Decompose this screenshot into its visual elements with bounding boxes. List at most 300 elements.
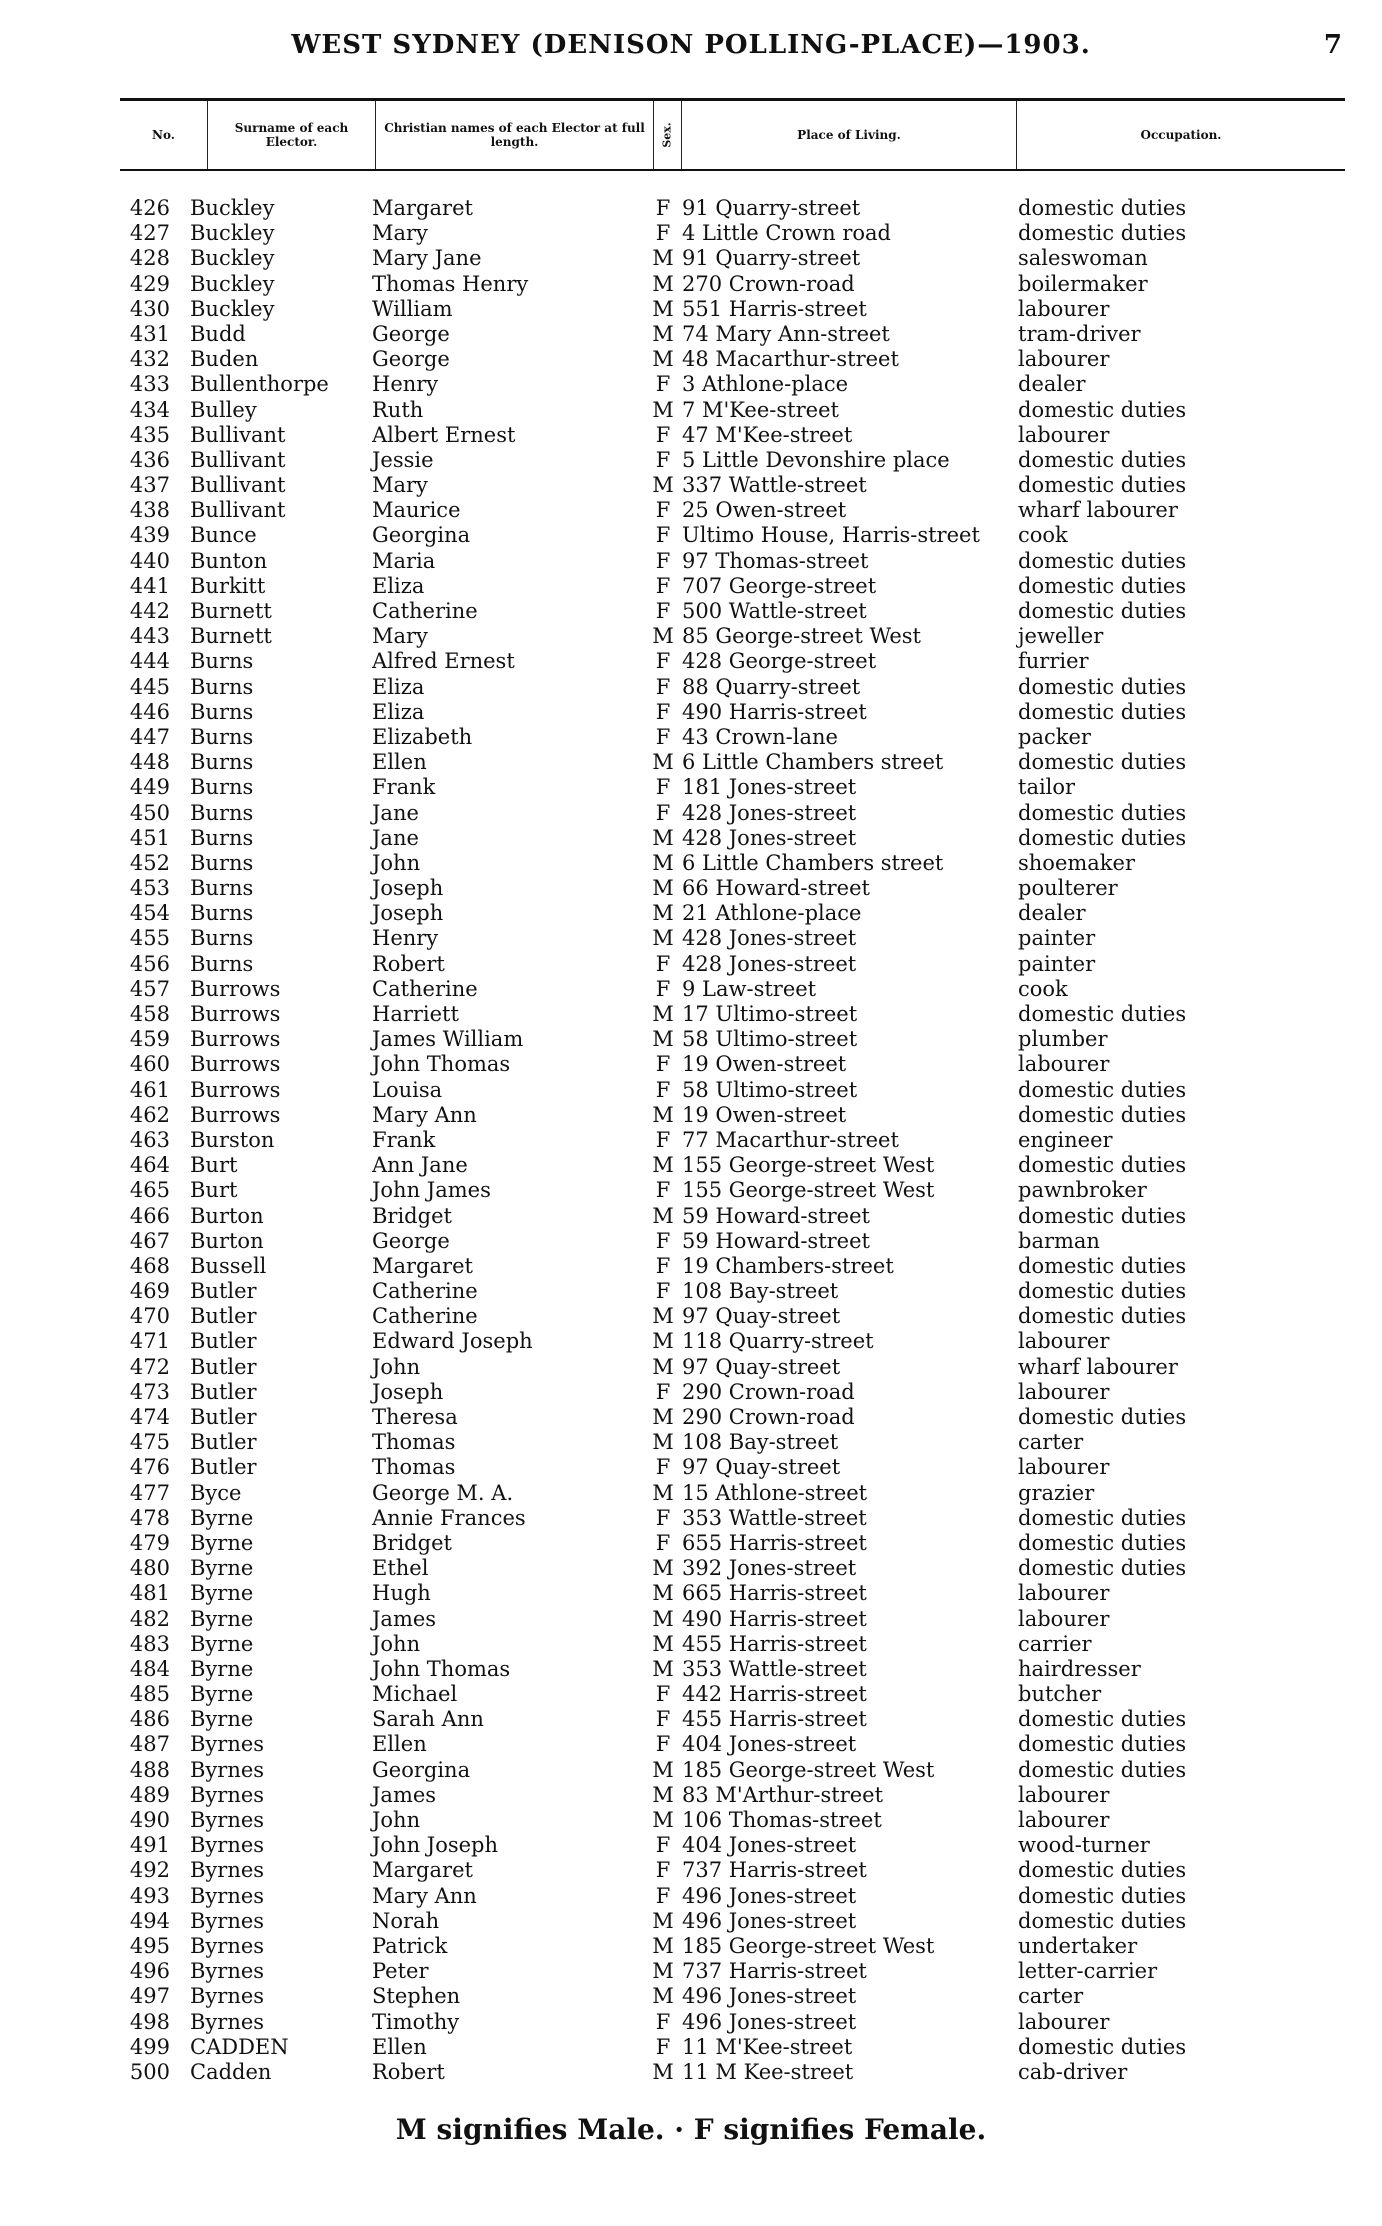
elector-sex: F [655, 1279, 671, 1304]
elector-place-of-living: 7 M'Kee-street [682, 397, 839, 422]
elector-number: 453 [129, 876, 170, 901]
table-row [0, 1607, 1382, 1632]
elector-sex: M [652, 1959, 674, 1984]
elector-occupation: labourer [1018, 1052, 1110, 1077]
elector-occupation: letter-carrier [1018, 1959, 1158, 1984]
elector-occupation: boilermaker [1018, 271, 1148, 296]
elector-christian-names: Mary Ann [372, 1102, 477, 1127]
table-row [0, 1178, 1382, 1203]
elector-number: 428 [129, 246, 170, 271]
elector-sex: M [652, 926, 674, 951]
elector-sex: M [652, 1430, 674, 1455]
elector-christian-names: Eliza [372, 674, 425, 699]
elector-christian-names: Maurice [372, 498, 461, 523]
elector-christian-names: Bridget [372, 1530, 452, 1555]
elector-number: 444 [129, 649, 170, 674]
elector-surname: Burton [190, 1203, 264, 1228]
elector-occupation: labourer [1018, 1606, 1110, 1631]
elector-number: 461 [129, 1077, 170, 1102]
elector-place-of-living: 551 Harris-street [682, 296, 867, 321]
elector-surname: Burt [190, 1178, 238, 1203]
table-row [0, 372, 1382, 397]
elector-sex: M [652, 1782, 674, 1807]
elector-christian-names: Joseph [372, 876, 444, 901]
elector-christian-names: John Thomas [372, 1656, 511, 1681]
elector-occupation: domestic duties [1018, 1732, 1187, 1757]
table-row [0, 1959, 1382, 1984]
elector-sex: M [652, 246, 674, 271]
elector-christian-names: Catherine [372, 1279, 478, 1304]
elector-occupation: domestic duties [1018, 1077, 1187, 1102]
table-row [0, 1506, 1382, 1531]
elector-surname: CADDEN [190, 2034, 289, 2059]
table-row [0, 624, 1382, 649]
elector-christian-names: Annie Frances [372, 1505, 526, 1530]
table-row [0, 498, 1382, 523]
elector-place-of-living: 290 Crown-road [682, 1405, 855, 1429]
elector-surname: Burns [190, 724, 254, 749]
elector-place-of-living: 455 Harris-street [682, 1707, 867, 1732]
elector-number: 457 [129, 976, 170, 1001]
elector-surname: Burston [190, 1127, 275, 1152]
elector-occupation: labourer [1018, 1379, 1110, 1404]
elector-christian-names: Joseph [372, 1379, 444, 1404]
elector-christian-names: James William [372, 1027, 524, 1052]
elector-number: 435 [129, 422, 170, 447]
elector-occupation: domestic duties [1018, 1002, 1187, 1026]
elector-surname: Byrnes [190, 1933, 265, 1958]
elector-surname: Byrne [190, 1656, 254, 1681]
elector-sex: M [652, 624, 674, 649]
elector-place-of-living: 83 M'Arthur-street [682, 1782, 884, 1807]
elector-christian-names: John James [372, 1178, 491, 1203]
elector-number: 479 [129, 1530, 170, 1555]
elector-place-of-living: 428 Jones-street [682, 800, 857, 825]
elector-christian-names: Thomas [372, 1430, 456, 1455]
elector-occupation: tailor [1018, 775, 1076, 800]
elector-sex: F [655, 1858, 671, 1883]
elector-occupation: hairdresser [1018, 1656, 1141, 1681]
elector-sex: F [655, 775, 671, 800]
elector-christian-names: Elizabeth [372, 724, 473, 749]
elector-place-of-living: 490 Harris-street [682, 699, 867, 724]
elector-occupation: undertaker [1018, 1933, 1138, 1958]
table-row [0, 322, 1382, 347]
elector-christian-names: George [372, 347, 450, 372]
elector-occupation: domestic duties [1018, 447, 1187, 472]
elector-number: 448 [129, 750, 170, 775]
elector-sex: M [652, 473, 674, 498]
elector-number: 467 [129, 1228, 170, 1253]
elector-christian-names: John Joseph [372, 1833, 499, 1858]
elector-sex: F [655, 372, 671, 397]
elector-place-of-living: 270 Crown-road [682, 271, 855, 296]
elector-christian-names: Harriett [372, 1002, 459, 1026]
table-row [0, 1103, 1382, 1128]
elector-occupation: carrier [1018, 1631, 1092, 1656]
elector-christian-names: William [372, 296, 453, 321]
elector-occupation: dealer [1018, 372, 1086, 397]
elector-occupation: labourer [1018, 1782, 1110, 1807]
elector-place-of-living: 19 Owen-street [682, 1052, 847, 1077]
table-row [0, 1858, 1382, 1883]
elector-christian-names: Georgina [372, 1757, 471, 1782]
elector-number: 436 [129, 447, 170, 472]
elector-occupation: painter [1018, 926, 1096, 951]
elector-sex: F [655, 1052, 671, 1077]
elector-place-of-living: 17 Ultimo-street [682, 1002, 858, 1026]
elector-number: 496 [129, 1959, 170, 1984]
elector-occupation: labourer [1018, 2009, 1110, 2034]
table-header [120, 98, 1345, 171]
table-row [0, 549, 1382, 574]
elector-surname: Burns [190, 876, 254, 901]
elector-number: 468 [129, 1253, 170, 1278]
elector-surname: Bunce [190, 523, 257, 548]
header-sex [654, 101, 682, 169]
elector-sex: F [655, 699, 671, 724]
elector-surname: Butler [190, 1405, 257, 1429]
elector-christian-names: Ruth [372, 397, 424, 422]
elector-christian-names: Margaret [372, 1858, 473, 1883]
elector-occupation: domestic duties [1018, 196, 1187, 220]
elector-sex: F [655, 674, 671, 699]
elector-surname: Burnett [190, 599, 272, 623]
table-row [0, 1783, 1382, 1808]
elector-christian-names: Mary Jane [372, 246, 482, 271]
elector-sex: M [652, 876, 674, 901]
table-row [0, 775, 1382, 800]
table-row [0, 926, 1382, 951]
elector-christian-names: Albert Ernest [372, 422, 516, 447]
elector-number: 498 [129, 2009, 170, 2034]
elector-number: 442 [129, 599, 170, 623]
table-row [0, 1304, 1382, 1329]
elector-number: 485 [129, 1682, 170, 1707]
elector-place-of-living: 392 Jones-street [682, 1556, 857, 1581]
elector-surname: Byrne [190, 1505, 254, 1530]
elector-christian-names: Hugh [372, 1581, 431, 1606]
elector-sex: F [655, 1379, 671, 1404]
elector-place-of-living: 6 Little Chambers street [682, 750, 944, 775]
table-row [0, 1934, 1382, 1959]
elector-number: 474 [129, 1405, 170, 1429]
elector-surname: Buckley [190, 246, 275, 271]
elector-place-of-living: Ultimo House, Harris-street [682, 523, 980, 548]
elector-place-of-living: 404 Jones-street [682, 1732, 857, 1757]
elector-christian-names: Maria [372, 548, 436, 573]
table-row [0, 876, 1382, 901]
table-row [0, 1279, 1382, 1304]
elector-surname: Byrnes [190, 1732, 265, 1757]
elector-occupation: domestic duties [1018, 825, 1187, 850]
elector-number: 497 [129, 1984, 170, 2009]
elector-occupation: domestic duties [1018, 473, 1187, 498]
elector-place-of-living: 737 Harris-street [682, 1959, 867, 1984]
elector-number: 494 [129, 1908, 170, 1933]
elector-number: 483 [129, 1631, 170, 1656]
elector-number: 476 [129, 1455, 170, 1480]
elector-place-of-living: 11 M Kee-street [682, 2059, 854, 2084]
elector-number: 480 [129, 1556, 170, 1581]
elector-number: 463 [129, 1127, 170, 1152]
elector-place-of-living: 91 Quarry-street [682, 196, 861, 220]
elector-place-of-living: 442 Harris-street [682, 1682, 867, 1707]
elector-number: 427 [129, 221, 170, 246]
elector-number: 495 [129, 1933, 170, 1958]
elector-christian-names: Catherine [372, 976, 478, 1001]
elector-place-of-living: 43 Crown-lane [682, 724, 838, 749]
table-row [0, 347, 1382, 372]
elector-occupation: domestic duties [1018, 1707, 1187, 1732]
elector-number: 482 [129, 1606, 170, 1631]
elector-sex: M [652, 850, 674, 875]
elector-place-of-living: 353 Wattle-street [682, 1656, 867, 1681]
elector-occupation: wood-turner [1018, 1833, 1150, 1858]
elector-christian-names: Timothy [372, 2009, 460, 2034]
elector-sex: M [652, 750, 674, 775]
elector-place-of-living: 185 George-street West [682, 1757, 935, 1782]
elector-surname: Burns [190, 926, 254, 951]
table-row [0, 1229, 1382, 1254]
elector-sex: M [652, 901, 674, 926]
elector-surname: Byrne [190, 1631, 254, 1656]
page-number: 7 [1323, 30, 1342, 60]
elector-sex: F [655, 800, 671, 825]
elector-place-of-living: 428 George-street [682, 649, 877, 674]
elector-place-of-living: 91 Quarry-street [682, 246, 861, 271]
table-row [0, 1204, 1382, 1229]
elector-occupation: labourer [1018, 347, 1110, 372]
elector-christian-names: Alfred Ernest [372, 649, 515, 674]
elector-sex: F [655, 1530, 671, 1555]
table-row [0, 1833, 1382, 1858]
elector-place-of-living: 455 Harris-street [682, 1631, 867, 1656]
elector-surname: Butler [190, 1379, 257, 1404]
elector-number: 445 [129, 674, 170, 699]
elector-christian-names: Michael [372, 1682, 458, 1707]
elector-number: 438 [129, 498, 170, 523]
elector-number: 434 [129, 397, 170, 422]
elector-surname: Byrne [190, 1530, 254, 1555]
elector-christian-names: Edward Joseph [372, 1329, 533, 1354]
elector-number: 475 [129, 1430, 170, 1455]
table-row [0, 675, 1382, 700]
elector-place-of-living: 4 Little Crown road [682, 221, 891, 246]
table-row [0, 1405, 1382, 1430]
elector-occupation: domestic duties [1018, 1883, 1187, 1908]
elector-sex: F [655, 196, 671, 220]
elector-christian-names: Henry [372, 926, 439, 951]
elector-christian-names: George [372, 321, 450, 346]
elector-occupation: domestic duties [1018, 221, 1187, 246]
elector-occupation: labourer [1018, 422, 1110, 447]
elector-occupation: wharf labourer [1018, 1354, 1178, 1379]
elector-occupation: plumber [1018, 1027, 1108, 1052]
elector-sex: M [652, 321, 674, 346]
elector-christian-names: John [372, 1631, 421, 1656]
elector-christian-names: Norah [372, 1908, 440, 1933]
table-row [0, 1430, 1382, 1455]
elector-christian-names: Ethel [372, 1556, 429, 1581]
elector-place-of-living: 404 Jones-street [682, 1833, 857, 1858]
elector-occupation: domestic duties [1018, 1279, 1187, 1304]
elector-place-of-living: 490 Harris-street [682, 1606, 867, 1631]
table-row [0, 1732, 1382, 1757]
table-row [0, 649, 1382, 674]
elector-sex: F [655, 1707, 671, 1732]
elector-occupation: domestic duties [1018, 397, 1187, 422]
elector-number: 499 [129, 2034, 170, 2059]
elector-occupation: tram-driver [1018, 321, 1141, 346]
elector-occupation: domestic duties [1018, 800, 1187, 825]
elector-occupation: cook [1018, 523, 1068, 548]
elector-christian-names: George [372, 1228, 450, 1253]
table-row [0, 1556, 1382, 1581]
elector-occupation: dealer [1018, 901, 1086, 926]
elector-christian-names: Catherine [372, 599, 478, 623]
table-row [0, 473, 1382, 498]
table-row [0, 1758, 1382, 1783]
elector-surname: Bullivant [190, 498, 286, 523]
elector-number: 426 [129, 196, 170, 220]
elector-sex: F [655, 1127, 671, 1152]
elector-sex: M [652, 1304, 674, 1329]
elector-place-of-living: 15 Athlone-street [682, 1480, 868, 1505]
elector-occupation: labourer [1018, 1808, 1110, 1832]
elector-sex: M [652, 1757, 674, 1782]
elector-place-of-living: 58 Ultimo-street [682, 1077, 858, 1102]
elector-sex: M [652, 1808, 674, 1832]
elector-surname: Bullivant [190, 447, 286, 472]
elector-place-of-living: 665 Harris-street [682, 1581, 867, 1606]
elector-occupation: furrier [1018, 649, 1089, 674]
elector-number: 478 [129, 1505, 170, 1530]
elector-christian-names: Henry [372, 372, 439, 397]
elector-christian-names: Catherine [372, 1304, 478, 1329]
elector-number: 491 [129, 1833, 170, 1858]
elector-place-of-living: 3 Athlone-place [682, 372, 849, 397]
elector-place-of-living: 428 Jones-street [682, 926, 857, 951]
elector-occupation: domestic duties [1018, 1908, 1187, 1933]
elector-number: 490 [129, 1808, 170, 1832]
elector-place-of-living: 6 Little Chambers street [682, 850, 944, 875]
elector-christian-names: Bridget [372, 1203, 452, 1228]
elector-sex: M [652, 1656, 674, 1681]
table-row [0, 574, 1382, 599]
elector-place-of-living: 496 Jones-street [682, 1908, 857, 1933]
table-row [0, 423, 1382, 448]
elector-christian-names: Eliza [372, 573, 425, 598]
elector-place-of-living: 11 M'Kee-street [682, 2034, 853, 2059]
elector-occupation: jeweller [1018, 624, 1104, 649]
elector-number: 439 [129, 523, 170, 548]
elector-surname: Bullenthorpe [190, 372, 329, 397]
elector-place-of-living: 97 Quay-street [682, 1455, 841, 1480]
elector-surname: Burns [190, 850, 254, 875]
table-row [0, 1984, 1382, 2009]
elector-occupation: domestic duties [1018, 548, 1187, 573]
table-row [0, 1581, 1382, 1606]
elector-place-of-living: 106 Thomas-street [682, 1808, 882, 1832]
elector-sex: F [655, 1505, 671, 1530]
elector-number: 458 [129, 1002, 170, 1026]
elector-christian-names: Margaret [372, 196, 473, 220]
elector-sex: F [655, 573, 671, 598]
elector-place-of-living: 97 Quay-street [682, 1304, 841, 1329]
elector-surname: Buckley [190, 221, 275, 246]
elector-place-of-living: 5 Little Devonshire place [682, 447, 950, 472]
elector-place-of-living: 9 Law-street [682, 976, 817, 1001]
table-row [0, 1707, 1382, 1732]
elector-surname: Byrne [190, 1556, 254, 1581]
elector-surname: Burns [190, 800, 254, 825]
elector-surname: Byrnes [190, 1833, 265, 1858]
table-row [0, 952, 1382, 977]
elector-place-of-living: 97 Thomas-street [682, 548, 869, 573]
elector-surname: Byrnes [190, 1959, 265, 1984]
elector-sex: F [655, 1077, 671, 1102]
elector-christian-names: Frank [372, 775, 436, 800]
elector-occupation: wharf labourer [1018, 498, 1178, 523]
table-row [0, 1128, 1382, 1153]
elector-sex: F [655, 498, 671, 523]
header-no: No. [120, 101, 208, 169]
elector-number: 492 [129, 1858, 170, 1883]
page-title: WEST SYDNEY (DENISON POLLING-PLACE)—1903. [291, 30, 1091, 60]
elector-occupation: domestic duties [1018, 699, 1187, 724]
elector-number: 429 [129, 271, 170, 296]
elector-occupation: domestic duties [1018, 1304, 1187, 1329]
elector-sex: M [652, 1153, 674, 1178]
elector-sex: F [655, 221, 671, 246]
elector-occupation: domestic duties [1018, 1253, 1187, 1278]
elector-occupation: shoemaker [1018, 850, 1135, 875]
elector-christian-names: Georgina [372, 523, 471, 548]
table-row [0, 1052, 1382, 1077]
elector-occupation: cab-driver [1018, 2059, 1128, 2084]
elector-sex: M [652, 1102, 674, 1127]
elector-christian-names: James [372, 1782, 437, 1807]
elector-place-of-living: 19 Chambers-street [682, 1253, 894, 1278]
elector-surname: Burns [190, 951, 254, 976]
table-row [0, 246, 1382, 271]
elector-surname: Bullivant [190, 473, 286, 498]
table-row [0, 1884, 1382, 1909]
elector-place-of-living: 496 Jones-street [682, 1984, 857, 2009]
elector-christian-names: George M. A. [372, 1480, 514, 1505]
elector-christian-names: John [372, 1808, 421, 1832]
elector-sex: F [655, 951, 671, 976]
elector-surname: Butler [190, 1430, 257, 1455]
elector-place-of-living: 25 Owen-street [682, 498, 847, 523]
elector-place-of-living: 181 Jones-street [682, 775, 857, 800]
elector-christian-names: Robert [372, 951, 445, 976]
table-row [0, 196, 1382, 221]
elector-christian-names: Mary [372, 221, 428, 246]
table-row [0, 1632, 1382, 1657]
elector-number: 488 [129, 1757, 170, 1782]
table-row [0, 725, 1382, 750]
elector-number: 456 [129, 951, 170, 976]
table-row [0, 1027, 1382, 1052]
table-row [0, 599, 1382, 624]
table-row [0, 977, 1382, 1002]
elector-christian-names: Jane [372, 800, 419, 825]
elector-surname: Byrnes [190, 2009, 265, 2034]
elector-number: 443 [129, 624, 170, 649]
elector-occupation: labourer [1018, 1455, 1110, 1480]
